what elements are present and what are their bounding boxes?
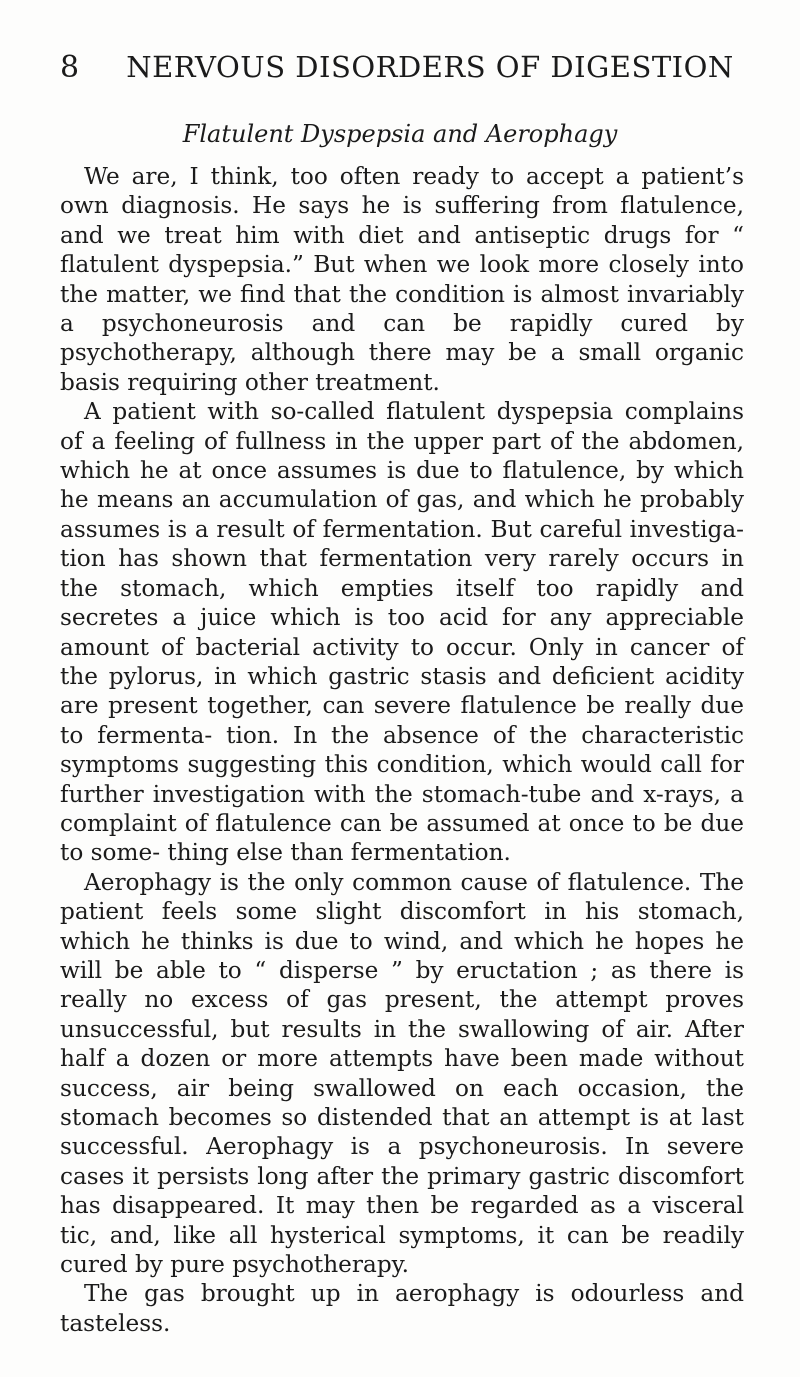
page-number: 8	[60, 50, 80, 85]
paragraph: Aerophagy is the only common cause of flatulence. The patient feels some slight discomfort in his stomach, which he thinks is due to wind, and which he hopes he will be able to “ disperse ” by eructation ; as there is really no excess of gas present, the attempt proves unsuccessful, but results in the swallowing of air. After half a dozen or more attempts have been made without success, air being swallowed on each occasion, the stomach becomes so distended that an attempt is at last successful. Aerophagy is a psychoneurosis. In severe cases it persists long after the primary gastric discomfort has disappeared. It may then be regarded as a visceral tic, and, like all hysterical symptoms, it can be readily cured by pure psychotherapy.	[60, 868, 744, 1279]
paragraph: We are, I think, too often ready to accept a patient’s own diagnosis. He says he is suffering from flatulence, and we treat him with diet and antiseptic drugs for “ flatulent dyspepsia.” But when we look more closely into the matter, we find that the condition is almost invariably a psychoneurosis and can be rapidly cured by psychotherapy, although there may be a small organic basis requiring other treatment.	[60, 163, 744, 396]
running-head: NERVOUS DISORDERS OF DIGESTION	[126, 50, 734, 84]
section-title: Flatulent Dyspepsia and Aerophagy	[182, 120, 618, 148]
page-header	[60, 50, 740, 94]
paragraph: A patient with so-called flatulent dyspepsia complains of a feeling of fullness in the upper part of the abdomen, which he at once assumes is due to flatulence, by which he means an accumulation of gas, and which he probably assumes is a result of fermentation. But careful investiga- tion has shown that fermentation very rarely occurs in the stomach, which empties itself too rapidly and secretes a juice which is too acid for any appreciable amount of bacterial activity to occur. Only in cancer of the pylorus, in which gastric stasis and deficient acidity are present together, can severe flatulence be really due to fermenta- tion. In the absence of the characteristic symptoms suggesting this condition, which would call for further investigation with the stomach-tube and x-rays, a complaint of flatulence can be assumed at once to be due to some- thing else than fermentation.	[60, 398, 744, 867]
body-text	[60, 162, 744, 1338]
paragraph: The gas brought up in aerophagy is odourless and tasteless.	[60, 1280, 744, 1337]
